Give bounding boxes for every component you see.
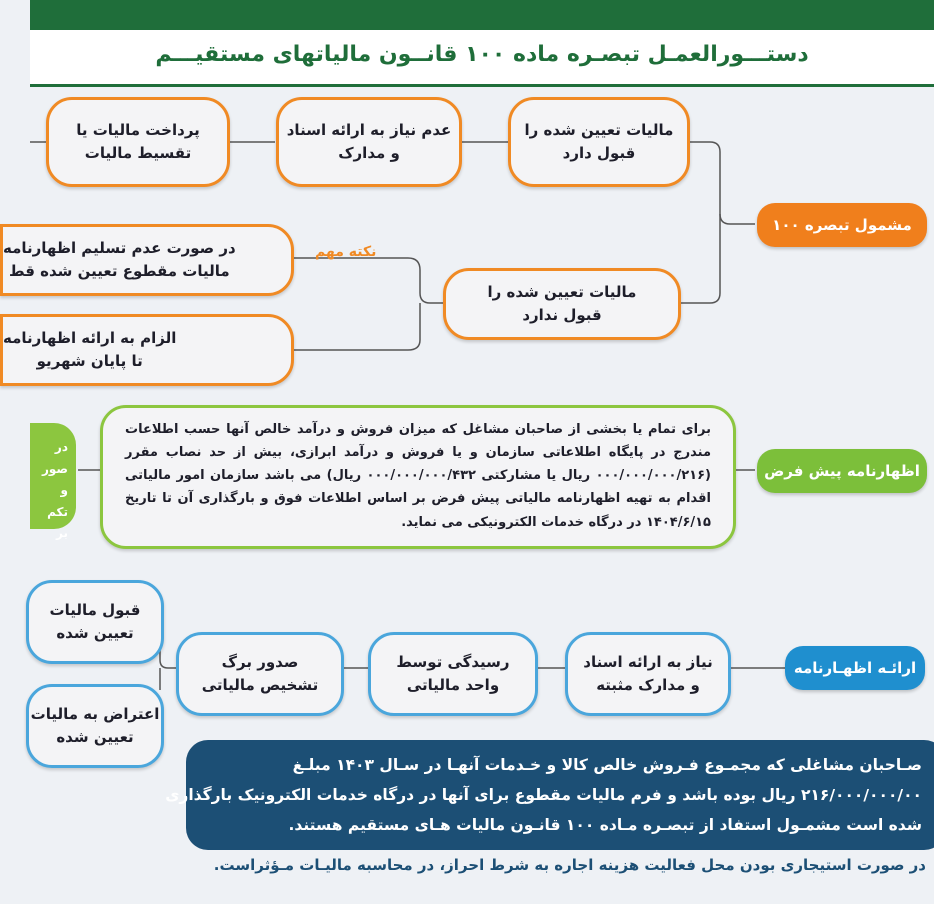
branch-file-return: ارائـه اظهـارنامه [785,646,925,690]
node-no-return-filed: در صورت عدم تسلیم اظهارنامه مالیات مقطوع تعیین شده قط [0,224,294,296]
node-tax-accepted: مالیات تعیین شده را قبول دارد [508,97,690,187]
node-supporting-docs: نیاز به ارائه اسناد و مدارک مثبته [565,632,731,716]
node-tax-not-accepted: مالیات تعیین شده را قبول ندارد [443,268,681,340]
default-return-side-panel: در صور و تکم بر [30,423,76,529]
connector-notaccepted-noreturn [292,258,445,303]
node-object-tax: اعتراض به مالیات تعیین شده [26,684,164,768]
node-issue-assessment: صدور برگ تشخیص مالیاتی [176,632,344,716]
page-title: دستـــورالعمـل تبصـره ماده ۱۰۰ قانــون مالیاتهای مستقیـــم [155,42,809,67]
branch-subject-tabsare-100: مشمول تبصره ۱۰۰ [757,203,927,247]
connector-notaccepted-obligation [292,303,420,350]
connector-b1-top [688,142,755,224]
branch-default-return: اظهارنامه پیش فرض [757,449,927,493]
node-review-tax-unit: رسیدگی توسط واحد مالیاتی [368,632,538,716]
node-accept-tax: قبول مالیات تعیین شده [26,580,164,664]
node-no-docs-needed: عدم نیاز به ارائه اسناد و مدارک [276,97,462,187]
footer-note: در صورت استیجاری بودن محل فعالیت هزینه اجاره به شرط احراز، در محاسبه مالیـات مـؤثراست. [213,856,926,874]
important-note-label: نکته مهم [315,244,377,260]
node-return-obligation: الزام به ارائه اظهارنامه تا پایان شهریو [0,314,294,386]
eligibility-info-box: صـاحبان مشاغلی که مجمـوع فـروش خالص کالا و خـدمات آنهـا در سـال ۱۴۰۳ مبلـغ ۲۱۶/۰۰۰/۰۰۰/۰۰ ریال بوده باشد و فرم مالیات مقطوع برای آنها در درگاه خدمات الکترونیک بارگذاری شده است مشمـول استفاد از تبصـره مـاده ۱۰۰ قانـون مالیات هـای مستقیم هستند. [186,740,934,850]
default-return-description: برای تمام یا بخشی از صاحبان مشاغل که میزان فروش و درآمد خالص آنها حسب اطلاعات مندرج در پایگاه اطلاعاتی سازمان و یا فروش و درآمد ابرازی، بیش از حد نصاب مقرر (۰۰۰/۰۰۰/۰۰۰/۲۱۶ ریال یا مشارکتی ۰۰۰/۰۰۰/۰۰۰/۴۳۲ ریال) می باشد سازمان امور مالیاتی اقدام به تهیه اظهارنامه مالیاتی پیش فرض بر اساس اطلاعات فوق و بارگذاری آن تا تاریخ ۱۴۰۴/۶/۱۵ در درگاه خدمات الکترونیکی می نماید. [100,405,736,549]
connector-b1-bottom [680,214,720,303]
node-pay-or-installment: پرداخت مالیات یا تقسیط مالیات [46,97,230,187]
